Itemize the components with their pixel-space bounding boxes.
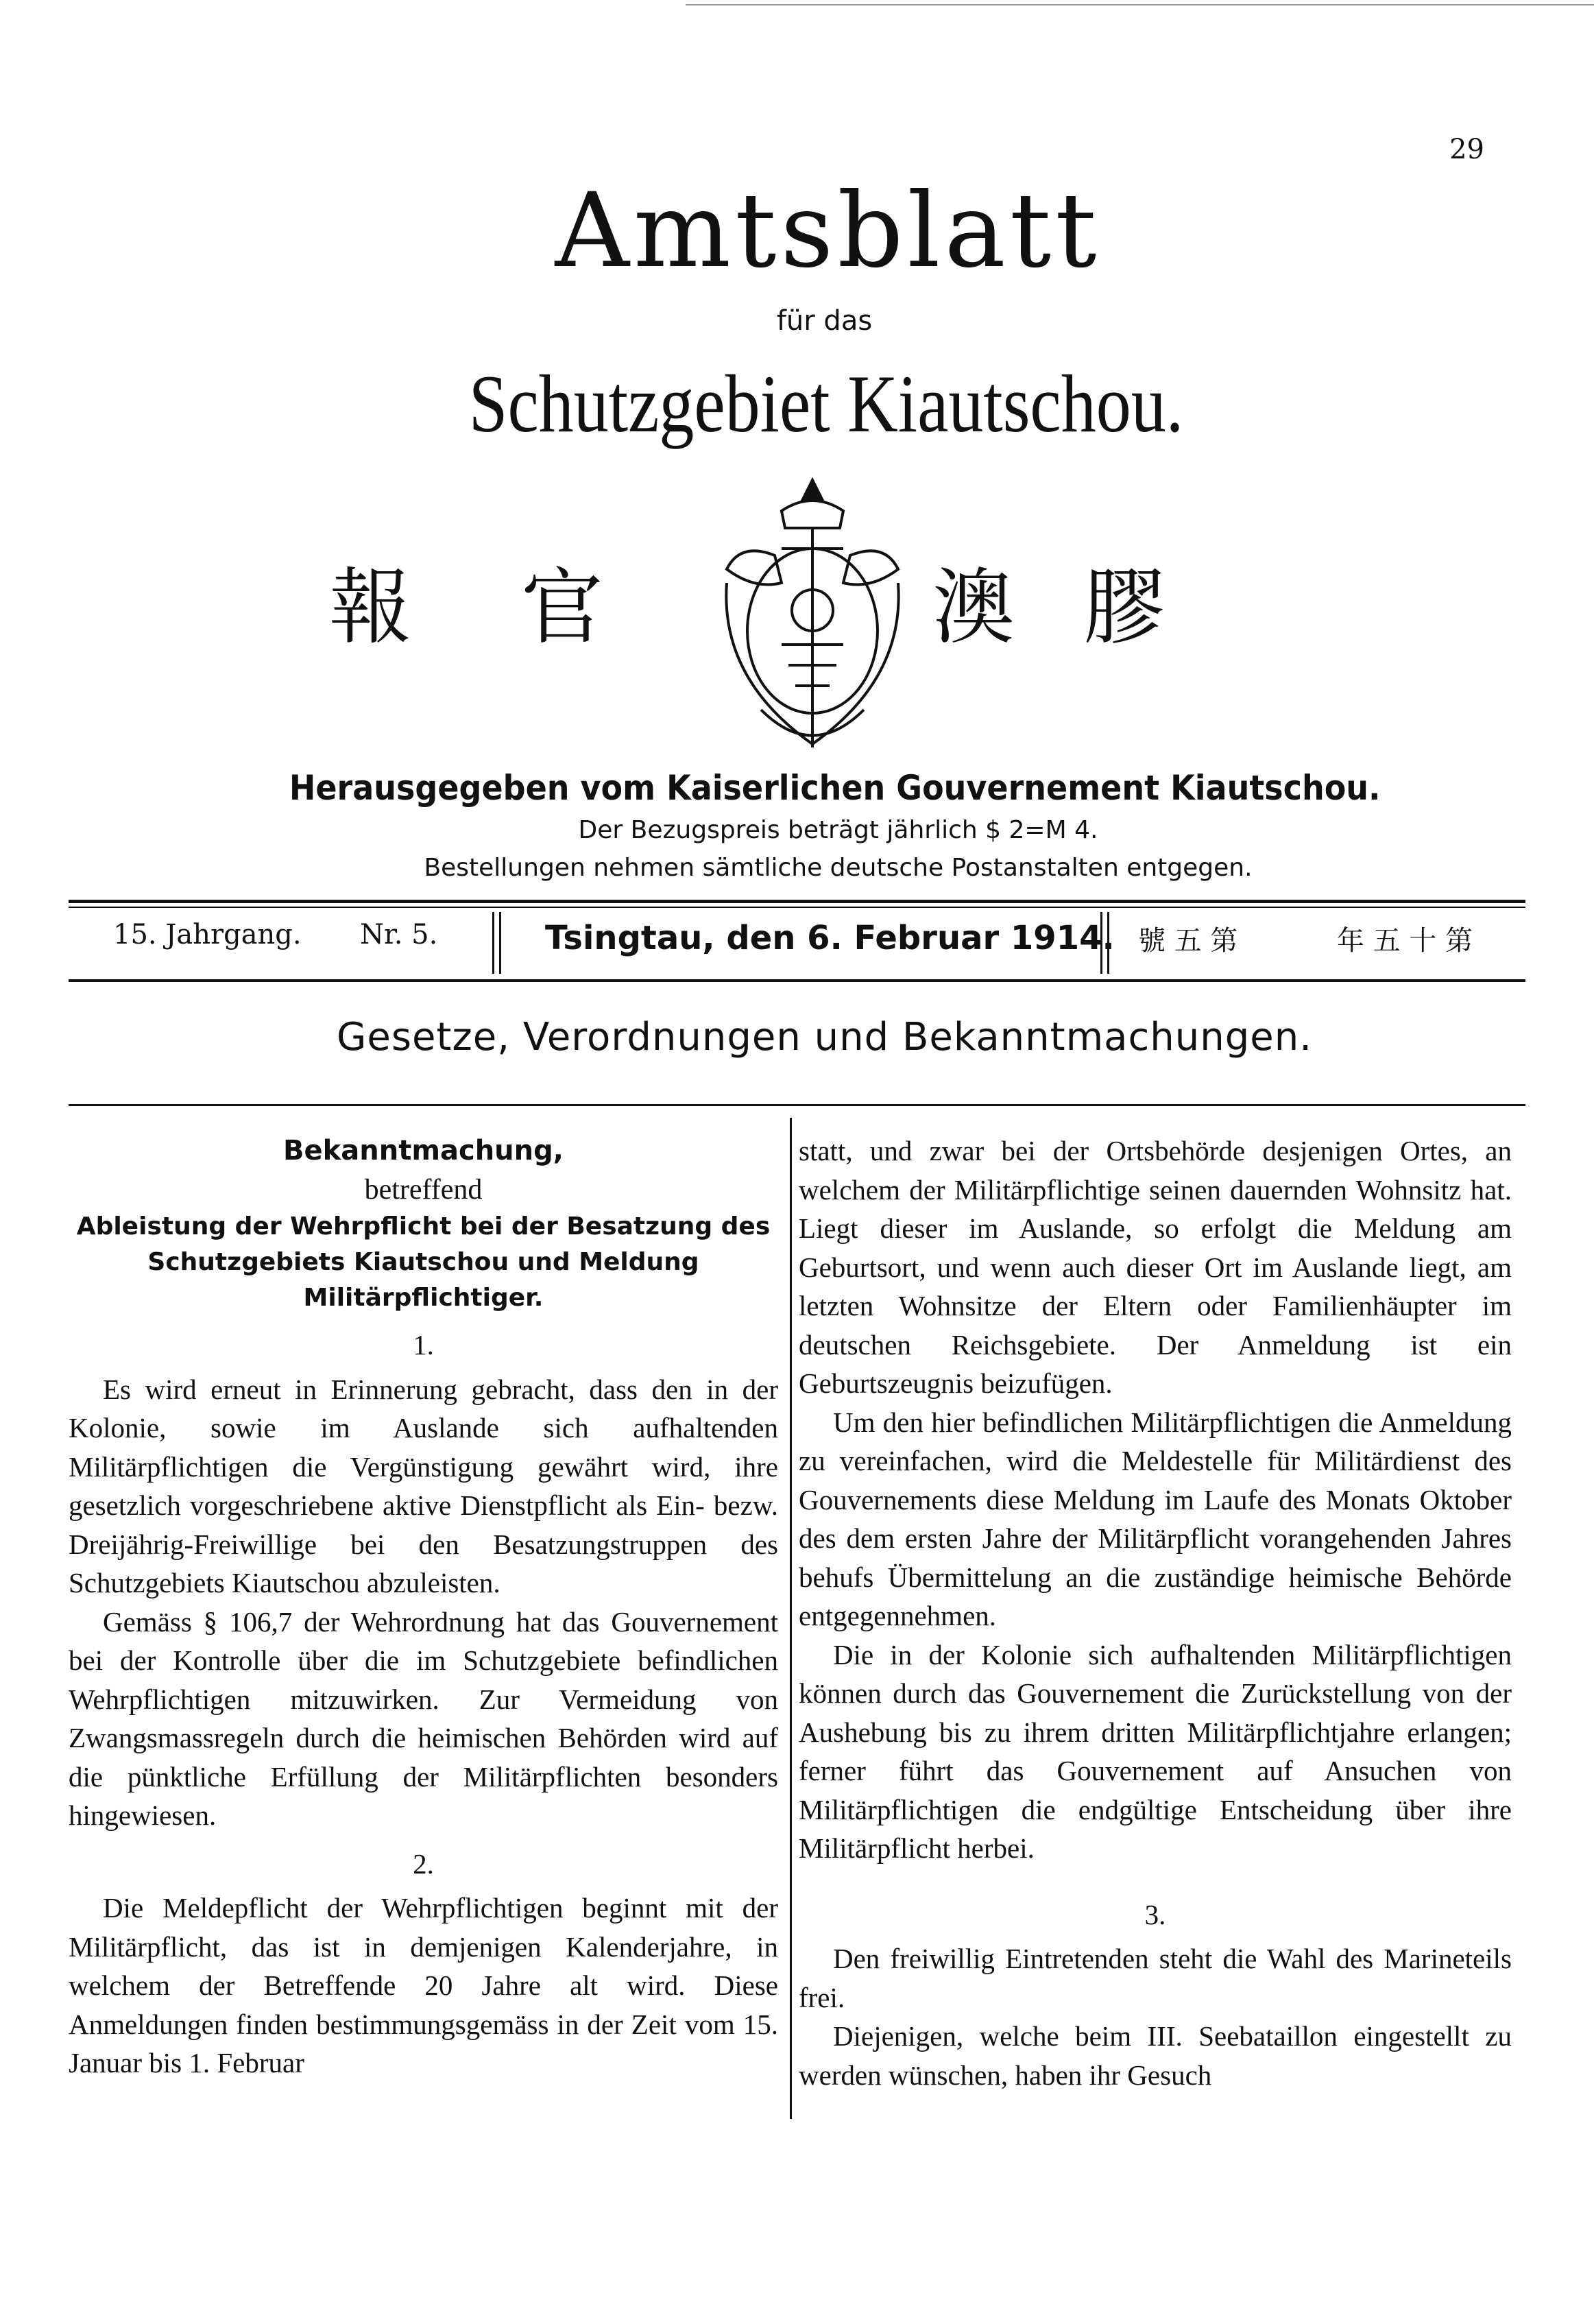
chinese-char-4: 膠	[1083, 560, 1166, 656]
section-title: Gesetze, Verordnungen und Bekanntmachungen.	[336, 1015, 1313, 1059]
issue-date: Tsingtau, den 6. Februar 1914.	[545, 919, 1115, 957]
imperial-eagle-anchor-icon	[699, 473, 926, 761]
subscription-price: Der Bezugspreis beträgt jährlich $ 2=M 4.	[578, 816, 1098, 844]
section-number-1: 1.	[413, 1329, 434, 1361]
issue-year-chinese: 年 五 十 第	[1337, 925, 1473, 957]
publisher-line: Herausgegeben vom Kaiserlichen Gouvernement Kiautschou.	[289, 768, 1381, 808]
article-subject: Ableistung der Wehrpflicht bei der Besatzung des Schutzgebiets Kiautschou und Meldung Militärpflichtiger.	[76, 1212, 771, 1312]
issue-divider	[1107, 912, 1109, 974]
issue-volume: 15. Jahrgang.	[113, 919, 302, 950]
right-column	[799, 1131, 1512, 2094]
header-rule-thin	[69, 907, 1525, 908]
section-number-2: 2.	[413, 1847, 434, 1880]
top-rule	[686, 4, 1594, 5]
chinese-char-2: 官	[521, 560, 603, 656]
chinese-char-3: 澳	[932, 560, 1015, 656]
chinese-char-1: 報	[329, 560, 411, 656]
issue-number: Nr. 5.	[360, 919, 438, 950]
paragraph: Es wird erneut in Erinnerung gebracht, dass den in der Kolonie, sowie im Auslande sich aufhaltenden Militärpflichtigen die Vergünstigung gewährt wird, ihre gesetzlich vorgeschriebene aktive Dienstpflicht als Ein- bezw. Dreijährig-Freiwillige bei den Besatzungstruppen des Schutzgebiets Kiautschou abzuleisten.	[69, 1373, 778, 1598]
issue-divider	[499, 912, 501, 974]
masthead-title: Amtsblatt	[555, 171, 1101, 291]
paragraph: Um den hier befindlichen Militärpflichtigen die Anmeldung zu vereinfachen, wird die Meldestelle für Militärdienst des Gouvernements diese Meldung im Laufe des Monats Oktober des dem ersten Jahre der Militärpflicht vorangehenden Jahres behufs Übermittelung an die zuständige heimische Behörde entgegennehmen.	[799, 1406, 1512, 1631]
column-divider	[790, 1118, 792, 2119]
paragraph: Diejenigen, welche beim III. Seebataillon eingestellt zu werden wünschen, haben ihr Gesuch	[799, 2020, 1512, 2091]
header-rule-thick	[69, 900, 1525, 903]
section-rule	[69, 1104, 1525, 1106]
article-heading: Bekanntmachung,	[283, 1135, 564, 1166]
masthead-subtitle: Schutzgebiet Kiautschou.	[468, 358, 1184, 449]
article-re: betreffend	[364, 1173, 483, 1206]
section-number-3: 3.	[1144, 1898, 1166, 1930]
paragraph: Die in der Kolonie sich aufhaltenden Militärpflichtigen können durch das Gouvernement die Zurückstellung von der Aushebung bis zu ihrem dritten Militärpflichtjahre erlangen; ferner führt das Gouvernement auf Ansuchen von Militärpflichtigen die endgültige Entscheidung über ihre Militärpflicht herbei.	[799, 1638, 1512, 1864]
paragraph: Die Meldepflicht der Wehrpflichtigen beginnt mit der Militärpflicht, das ist in demjenigen Kalenderjahre, in welchem der Betreffende 20 Jahre alt wird. Diese Anmeldungen finden bestimmungsgemäss in der Zeit vom 15. Januar bis 1. Februar	[69, 1892, 778, 2079]
orders-note: Bestellungen nehmen sämtliche deutsche Postanstalten entgegen.	[424, 854, 1253, 882]
issue-number-chinese: 號 五 第	[1138, 925, 1238, 957]
page-number: 29	[1449, 134, 1484, 165]
issue-divider	[492, 912, 494, 974]
left-column	[69, 1131, 778, 2083]
paragraph: Den freiwillig Eintretenden steht die Wahl des Marineteils frei.	[799, 1943, 1512, 2013]
issue-rule	[69, 979, 1525, 982]
issue-divider	[1100, 912, 1102, 974]
paragraph: statt, und zwar bei der Ortsbehörde desjenigen Ortes, an welchem der Militärpflichtige seinen dauernden Wohnsitz hat. Liegt dieser im Auslande, so erfolgt die Meldung am Geburtsort, und wenn auch dieser Ort im Auslande liegt, am letzten Wohnsitze der Eltern oder Familienhäupter im deutschen Reichsgebiete. Der Anmeldung ist ein Geburtszeugnis beizufügen.	[799, 1135, 1512, 1399]
masthead-for: für das	[776, 305, 873, 337]
paragraph: Gemäss § 106,7 der Wehrordnung hat das Gouvernement bei der Kontrolle über die im Schutzgebiete befindlichen Wehrpflichtigen mitzuwirken. Zur Vermeidung von Zwangsmassregeln durch die heimischen Behörden wird auf die pünktliche Erfüllung der Militärpflichten besonders hingewiesen.	[69, 1605, 778, 1831]
